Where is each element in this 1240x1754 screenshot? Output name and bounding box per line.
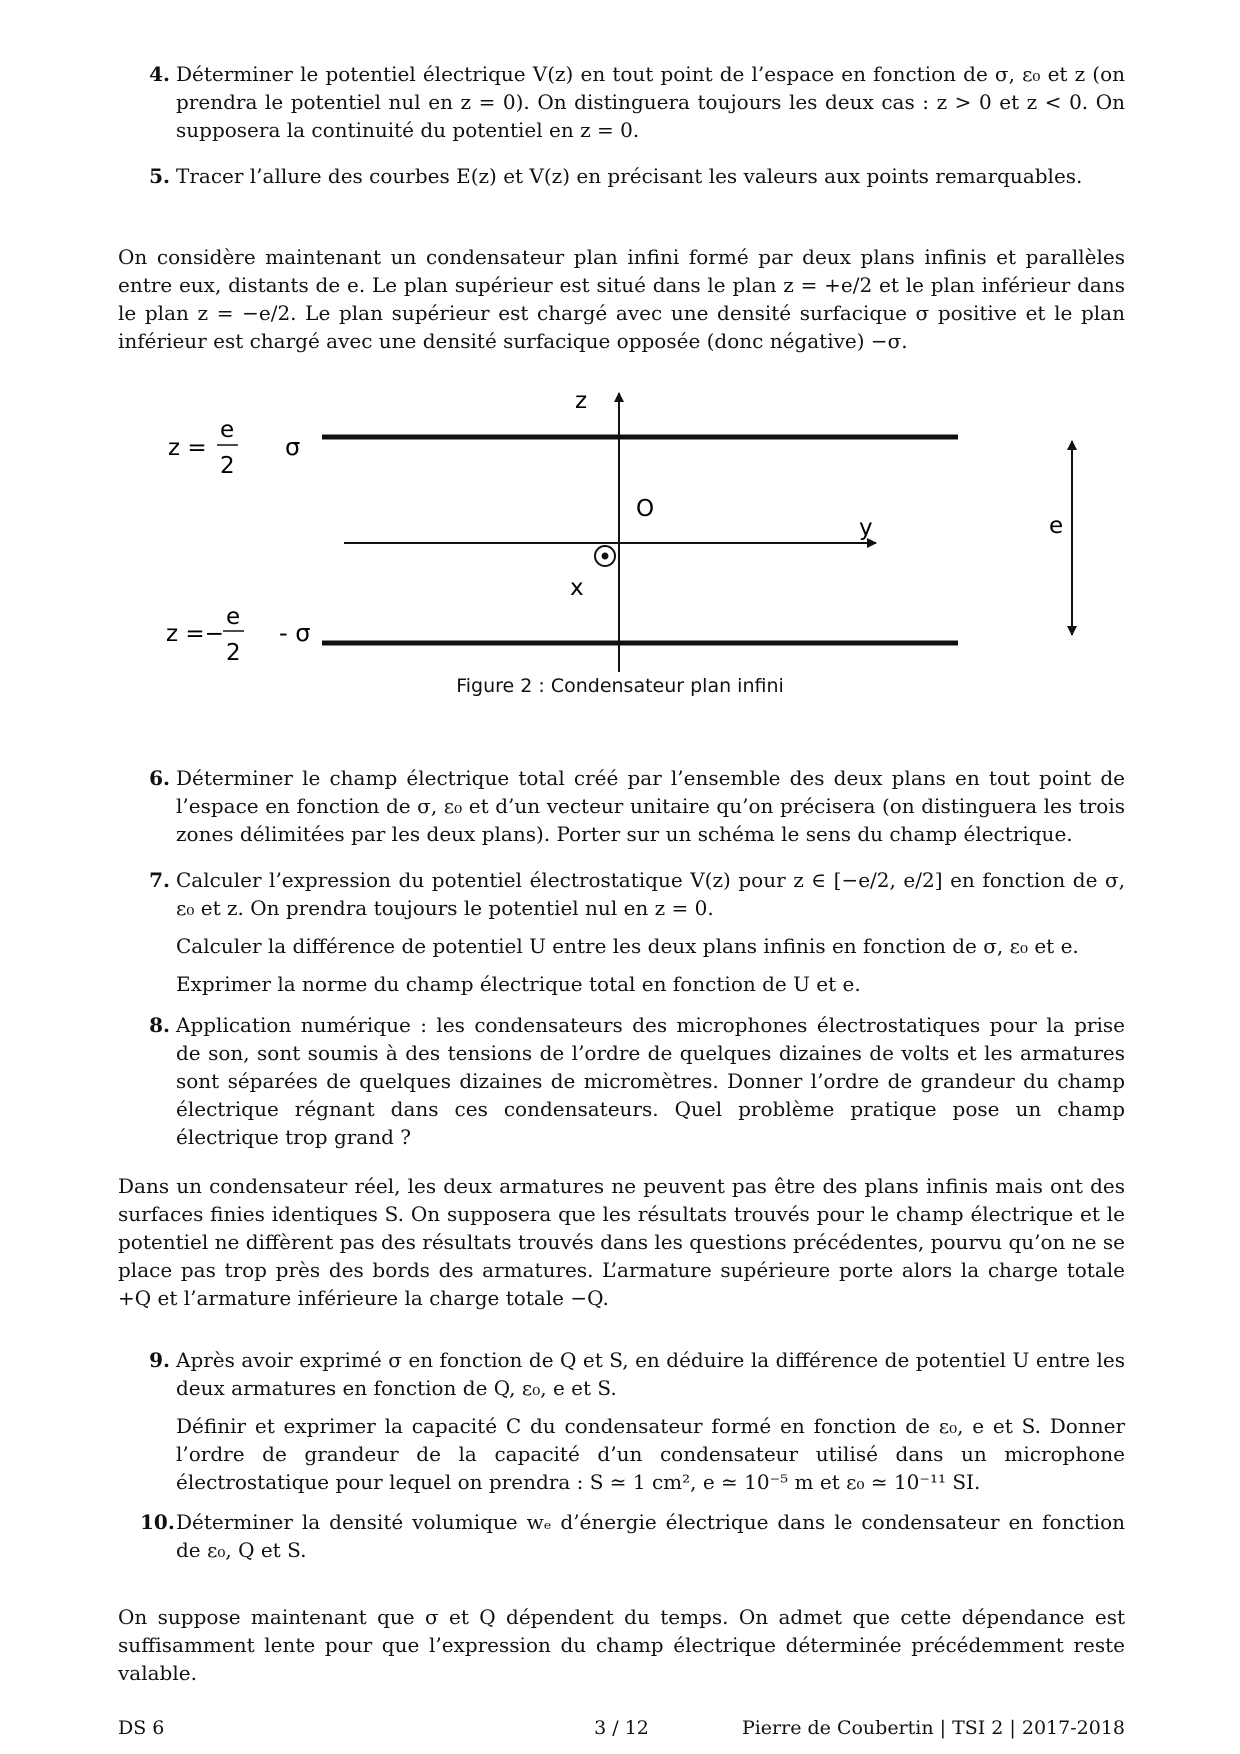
question-number: 4.: [149, 62, 170, 86]
question-text: Déterminer le potentiel électrique V(z) en tout point de l’espace en fonction de σ, ε₀ et z (on prendra le potentiel nul en z = 0). On distinguera toujours les deux cas : z > 0 et z < 0. On supposera la continuité du potentiel en z = 0.: [176, 62, 1125, 142]
sigma-top-label: σ: [285, 433, 301, 461]
bottom-plane-equation: z =−: [166, 621, 224, 647]
intro-real-capacitor-paragraph: [118, 1172, 1125, 1312]
question-text: Application numérique : les condensateurs des microphones électrostatiques pour la prise de son, sont soumis à des tensions de l’ordre de quelques dizaines de volts et les armatures sont séparées de quelques dizaines de micromètres. Donner l’ordre de grandeur du champ électrique régnant dans ces condensateurs. Quel problème pratique pose un champ électrique trop grand ?: [176, 1013, 1125, 1149]
question-10: [140, 1508, 1125, 1574]
paragraph-text: On considère maintenant un condensateur plan infini formé par deux plans infinis et parallèles entre eux, distants de e. Le plan supérieur est situé dans le plan z = +e/2 et le plan inférieur dans le plan z = −e/2. Le plan supérieur est chargé avec une densité surfacique σ positive et le plan inférieur est chargé avec une densité surfacique opposée (donc négative) −σ.: [118, 245, 1125, 353]
question-text: Exprimer la norme du champ électrique total en fonction de U et e.: [176, 972, 861, 996]
top-plane-fraction-denominator: 2: [220, 453, 235, 479]
sigma-bottom-label: - σ: [279, 619, 311, 647]
question-text: Après avoir exprimé σ en fonction de Q et S, en déduire la différence de potentiel U entre les deux armatures en fonction de Q, ε₀, e et S.: [176, 1348, 1125, 1400]
question-text: Calculer l’expression du potentiel électrostatique V(z) pour z ∈ [−e/2, e/2] en fonction de σ, ε₀ et z. On prendra toujours le potentiel nul en z = 0.: [176, 868, 1125, 920]
question-number: 8.: [149, 1013, 170, 1037]
footer-right: Pierre de Coubertin | TSI 2 | 2017-2018: [741, 1717, 1125, 1739]
question-5: [140, 162, 1125, 200]
x-axis-dot: [602, 553, 609, 560]
question-6: [140, 764, 1125, 858]
figure-caption: Figure 2 : Condensateur plan infini: [456, 675, 784, 697]
bottom-plane-fraction-numerator: e: [226, 604, 241, 630]
question-number: 10.: [140, 1510, 175, 1534]
footer-left: DS 6: [118, 1717, 165, 1739]
question-4: [140, 60, 1125, 154]
page-footer: [118, 1714, 1125, 1742]
question-number: 9.: [149, 1348, 170, 1372]
question-text: Calculer la différence de potentiel U entre les deux plans infinis en fonction de σ, ε₀ et e.: [176, 934, 1079, 958]
capacitor-figure: [0, 378, 1240, 708]
question-number: 6.: [149, 766, 170, 790]
question-8: [140, 1011, 1125, 1161]
origin-label: O: [636, 496, 655, 522]
page-number: 3 / 12: [594, 1717, 649, 1739]
question-text: Déterminer la densité volumique wₑ d’énergie électrique dans le condensateur en fonction de ε₀, Q et S.: [176, 1510, 1125, 1562]
paragraph-text: Dans un condensateur réel, les deux armatures ne peuvent pas être des plans infinis mais ont des surfaces finies identiques S. On supposera que les résultats trouvés pour le champ électrique et le potentiel ne diffèrent pas des résultats trouvés dans les questions précédentes, pourvu qu’on ne se place pas trop près des bords des armatures. L’armature supérieure porte alors la charge totale +Q et l’armature inférieure la charge totale −Q.: [118, 1174, 1125, 1310]
intro-time-paragraph: [118, 1603, 1125, 1687]
x-axis-label: x: [570, 575, 584, 601]
y-axis-label: y: [859, 515, 873, 541]
top-plane-equation: z =: [168, 435, 207, 461]
z-axis-label: z: [575, 388, 588, 414]
question-9: [140, 1346, 1125, 1506]
question-number: 5.: [149, 164, 170, 188]
question-number: 7.: [149, 868, 170, 892]
distance-label: e: [1049, 513, 1064, 539]
question-text: Déterminer le champ électrique total créé par l’ensemble des deux plans en tout point de l’espace en fonction de σ, ε₀ et d’un vecteur unitaire qu’on précisera (on distinguera les trois zones délimitées par les deux plans). Porter sur un schéma le sens du champ électrique.: [176, 766, 1125, 846]
bottom-plane-fraction-denominator: 2: [226, 640, 241, 666]
question-text: Définir et exprimer la capacité C du condensateur formé en fonction de ε₀, e et S. Donner l’ordre de grandeur de la capacité d’un condensateur utilisé dans un microphone électrostatique pour lequel on prendra : S ≃ 1 cm², e ≃ 10⁻⁵ m et ε₀ ≃ 10⁻¹¹ SI.: [176, 1414, 1125, 1494]
question-7: [140, 866, 1125, 1008]
question-text: Tracer l’allure des courbes E(z) et V(z) en précisant les valeurs aux points remarquables.: [176, 164, 1083, 188]
paragraph-text: On suppose maintenant que σ et Q dépendent du temps. On admet que cette dépendance est suffisamment lente pour que l’expression du champ électrique déterminée précédemment reste valable.: [118, 1605, 1125, 1685]
top-plane-fraction-numerator: e: [220, 417, 235, 443]
intro-capacitor-paragraph: [118, 243, 1125, 355]
